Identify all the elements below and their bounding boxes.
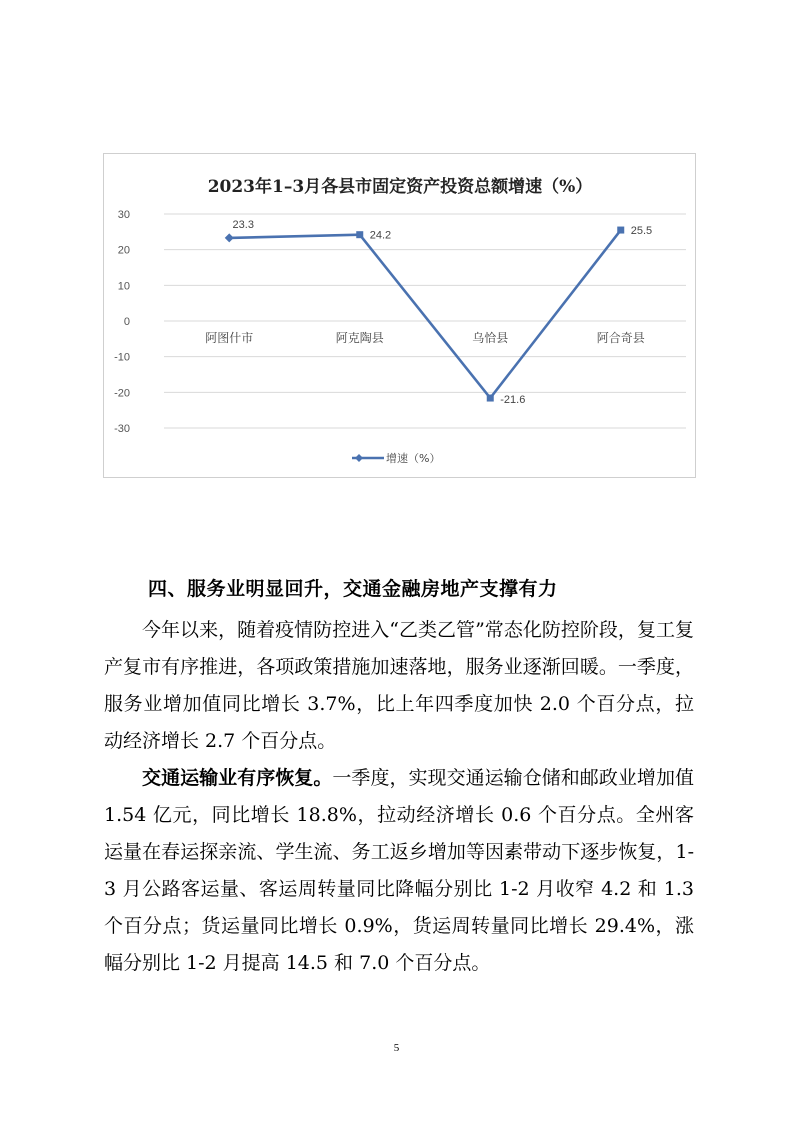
y-tick-label: -10 [114,351,130,364]
x-category-label: 阿图什市 [205,331,254,345]
data-point-marker [617,227,624,234]
paragraph-transport [104,760,694,982]
series-line [229,230,621,398]
paragraph-services-text: 今年以来，随着疫情防控进入“乙类乙管”常态化防控阶段，复工复产复市有序推进，各项政策措施加速落地，服务业逐渐回暖。一季度，服务业增加值同比增长 3.7%，比上年四季度加快 2.0 个百分点，拉动经济增长 2.7 个百分点。 [104,619,694,752]
paragraph-transport-text: 一季度，实现交通运输仓储和邮政业增加值 1.54 亿元，同比增长 18.8%，拉动经济增长 0.6 个百分点。全州客运量在春运探亲流、学生流、务工返乡增加等因素带动下逐步恢复，1-3 月公路客运量、客运周转量同比降幅分别比 1-2 月收窄 4.2 和 1.3 个百分点；货运量同比增长 0.9%，货运周转量同比增长 29.4%，涨幅分别比 1-2 月提高 14.5 和 7.0 个百分点。 [104,767,694,974]
data-point-marker [487,395,494,402]
x-category-label: 阿克陶县 [335,331,384,345]
y-tick-label: -30 [114,423,130,435]
y-tick-label: 0 [123,316,130,328]
x-category-label: 乌恰县 [472,331,509,345]
chart-title: 2023年1–3月各县市固定资产投资总额增速（%） [207,177,593,197]
line-chart [104,154,697,479]
data-point-marker [356,231,363,238]
chart-container [103,153,696,478]
y-tick-label: -20 [114,387,130,400]
legend-marker [355,454,363,462]
x-category-label: 阿合奇县 [596,331,645,345]
y-tick-label: 20 [117,244,130,257]
paragraph-services [104,612,694,760]
page-number: 5 [393,1042,400,1054]
data-label: 25.5 [630,225,653,238]
y-tick-label: 10 [117,280,130,293]
data-point-marker [225,233,234,242]
data-label: 24.2 [369,229,392,242]
data-label: 23.3 [232,218,254,231]
section-heading: 四、服务业明显回升，交通金融房地产支撑有力 [148,578,558,600]
legend-label: 增速（%） [386,452,441,465]
paragraph-transport-lead: 交通运输业有序恢复。 [142,767,333,789]
y-tick-label: 30 [117,209,130,221]
data-label: -21.6 [500,394,526,407]
